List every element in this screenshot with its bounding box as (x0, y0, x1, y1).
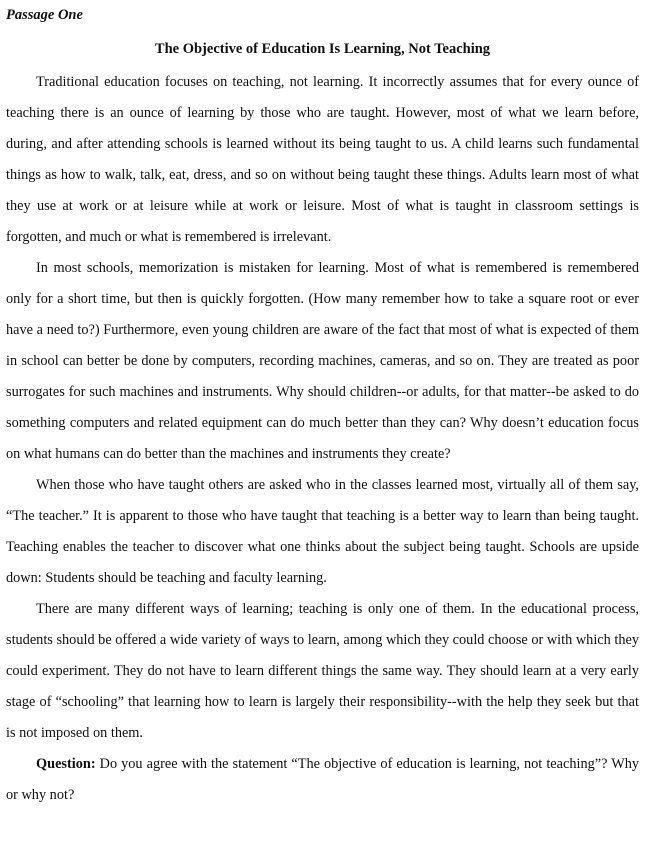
passage-label: Passage One (6, 7, 83, 23)
paragraph-1: Traditional education focuses on teaching, not learning. It incorrectly assumes that for every ounce of teaching there is an ounce of learning by those who are taught. However, most of what we learn before, during, and after attending schools is learned without its being taught to us. A child learns such fundamental things as how to walk, talk, eat, dress, and so on without being taught these things. Adults learn most of what they use at work or at leisure while at work or leisure. Most of what is taught in classroom settings is forgotten, and much or what is remembered is irrelevant. (6, 74, 639, 245)
question-text: Do you agree with the statement “The objective of education is learning, not teaching”? Why or why not? (6, 756, 640, 803)
paragraph-2: In most schools, memorization is mistaken for learning. Most of what is remembered is remembered only for a short time, but then is quickly forgotten. (How many remember how to take a square root or ever have a need to?) Furthermore, even young children are aware of the fact that most of what is expected of them in school can better be done by computers, recording machines, cameras, and so on. They are treated as poor surrogates for such machines and instruments. Why should children--or adults, for that matter--be asked to do something computers and related equipment can do much better than they can? Why doesn’t education focus on what humans can do better than the machines and instruments they create? (6, 260, 639, 462)
passage-title: The Objective of Education Is Learning, Not Teaching (154, 41, 491, 57)
paragraph-3: When those who have taught others are asked who in the classes learned most, virtually all of them say, “The teacher.” It is apparent to those who have taught that teaching is a better way to learn than being taught. Teaching enables the teacher to discover what one thinks about the subject being taught. Schools are upside down: Students should be teaching and faculty learning. (6, 477, 639, 586)
question-label: Question: (36, 756, 96, 772)
paragraph-4: There are many different ways of learning; teaching is only one of them. In the educational process, students should be offered a wide variety of ways to learn, among which they could choose or with which they could experiment. They do not have to learn different things the same way. They should learn at a very early stage of “schooling” that learning how to learn is largely their responsibility--with the help they seek but that is not imposed on them. (6, 601, 639, 741)
question-paragraph (6, 749, 639, 811)
